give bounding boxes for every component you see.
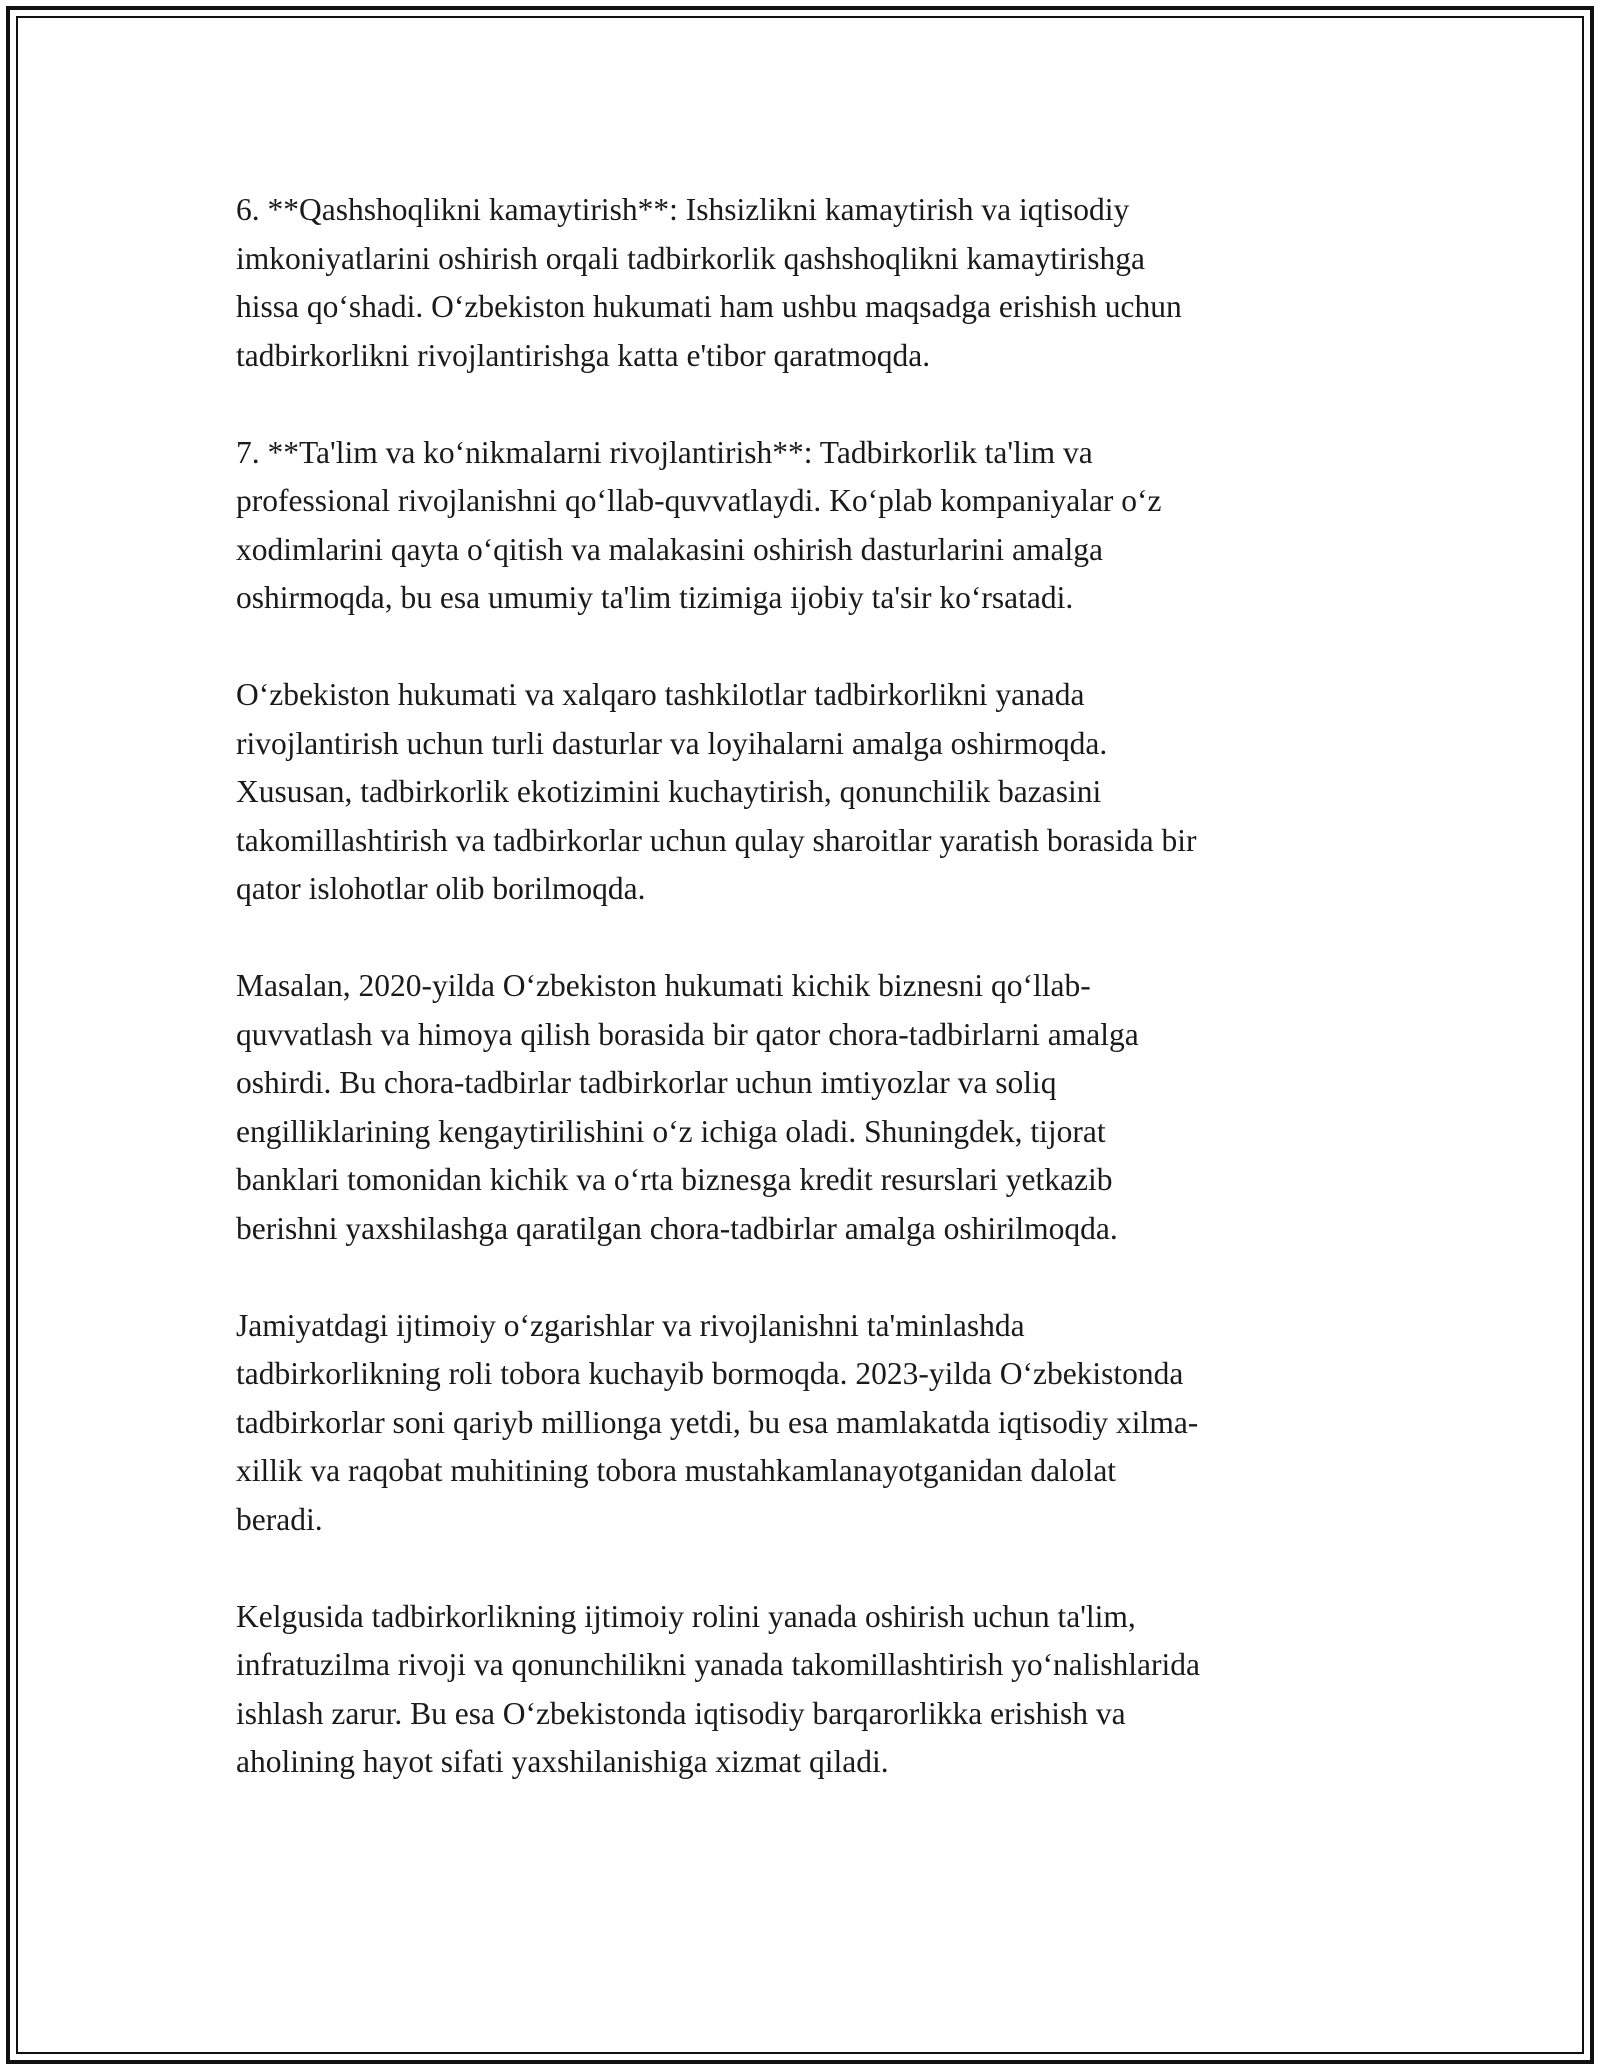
text-line: hissa qo‘shadi. O‘zbekiston hukumati ham ushbu maqsadga erishish uchun [236, 289, 1182, 324]
text-line: qator islohotlar olib borilmoqda. [236, 871, 646, 906]
document-body [236, 186, 1366, 1835]
text-line: imkoniyatlarini oshirish orqali tadbirkorlik qashshoqlikni kamaytirishga [236, 240, 1145, 276]
text-line: xodimlarini qayta o‘qitish va malakasini oshirish dasturlarini amalga [236, 531, 1103, 567]
paragraph-poverty-reduction [236, 186, 1366, 380]
paragraph-social-role [236, 1302, 1366, 1545]
text-line: ishlash zarur. Bu esa O‘zbekistonda iqtisodiy barqarorlikka erishish va [236, 1695, 1126, 1731]
text-line: Jamiyatdagi ijtimoiy o‘zgarishlar va rivojlanishni ta'minlashda [236, 1307, 1025, 1343]
text-line: engilliklarining kengaytirilishini o‘z ichiga oladi. Shuningdek, tijorat [236, 1113, 1106, 1149]
text-line: quvvatlash va himoya qilish borasida bir qator chora-tadbirlarni amalga [236, 1016, 1139, 1052]
text-line: oshirdi. Bu chora-tadbirlar tadbirkorlar uchun imtiyozlar va soliq [236, 1065, 1057, 1100]
text-line: banklari tomonidan kichik va o‘rta biznesga kredit resurslari yetkazib [236, 1162, 1113, 1197]
paragraph-future-outlook [236, 1593, 1366, 1787]
text-line: infratuzilma rivoji va qonunchilikni yanada takomillashtirish yo‘nalishlarida [236, 1647, 1201, 1682]
text-line: xillik va raqobat muhitining tobora mustahkamlanayotganidan dalolat [236, 1453, 1117, 1488]
text-line: 6. **Qashshoqlikni kamaytirish**: Ishsizlikni kamaytirish va iqtisodiy [236, 192, 1130, 227]
text-line: O‘zbekiston hukumati va xalqaro tashkilotlar tadbirkorlikni yanada [236, 677, 1085, 712]
text-line: oshirmoqda, bu esa umumiy ta'lim tizimiga ijobiy ta'sir ko‘rsatadi. [236, 580, 1074, 615]
text-line: berishni yaxshilashga qaratilgan chora-tadbirlar amalga oshirilmoqda. [236, 1210, 1118, 1246]
paragraph-2020-measures [236, 962, 1366, 1253]
text-line: 7. **Ta'lim va ko‘nikmalarni rivojlantirish**: Tadbirkorlik ta'lim va [236, 434, 1093, 470]
text-line: tadbirkorlikni rivojlantirishga katta e'tibor qaratmoqda. [236, 337, 931, 373]
text-line: beradi. [236, 1501, 323, 1537]
text-line: tadbirkorlar soni qariyb millionga yetdi, bu esa mamlakatda iqtisodiy xilma- [236, 1404, 1199, 1440]
paragraph-government-programs [236, 671, 1366, 914]
text-line: takomillashtirish va tadbirkorlar uchun qulay sharoitlar yaratish borasida bir [236, 822, 1197, 858]
text-line: Masalan, 2020-yilda O‘zbekiston hukumati kichik biznesni qo‘llab- [236, 968, 1091, 1003]
text-line: rivojlantirish uchun turli dasturlar va loyihalarni amalga oshirmoqda. [236, 725, 1108, 761]
text-line: professional rivojlanishni qo‘llab-quvvatlaydi. Ko‘plab kompaniyalar o‘z [236, 483, 1162, 518]
text-line: Xususan, tadbirkorlik ekotizimini kuchaytirish, qonunchilik bazasini [236, 774, 1102, 809]
text-line: Kelgusida tadbirkorlikning ijtimoiy rolini yanada oshirish uchun ta'lim, [236, 1598, 1136, 1634]
text-line: aholining hayot sifati yaxshilanishiga xizmat qiladi. [236, 1744, 889, 1779]
paragraph-education-skills [236, 429, 1366, 623]
text-line: tadbirkorlikning roli tobora kuchayib bormoqda. 2023-yilda O‘zbekistonda [236, 1356, 1184, 1391]
